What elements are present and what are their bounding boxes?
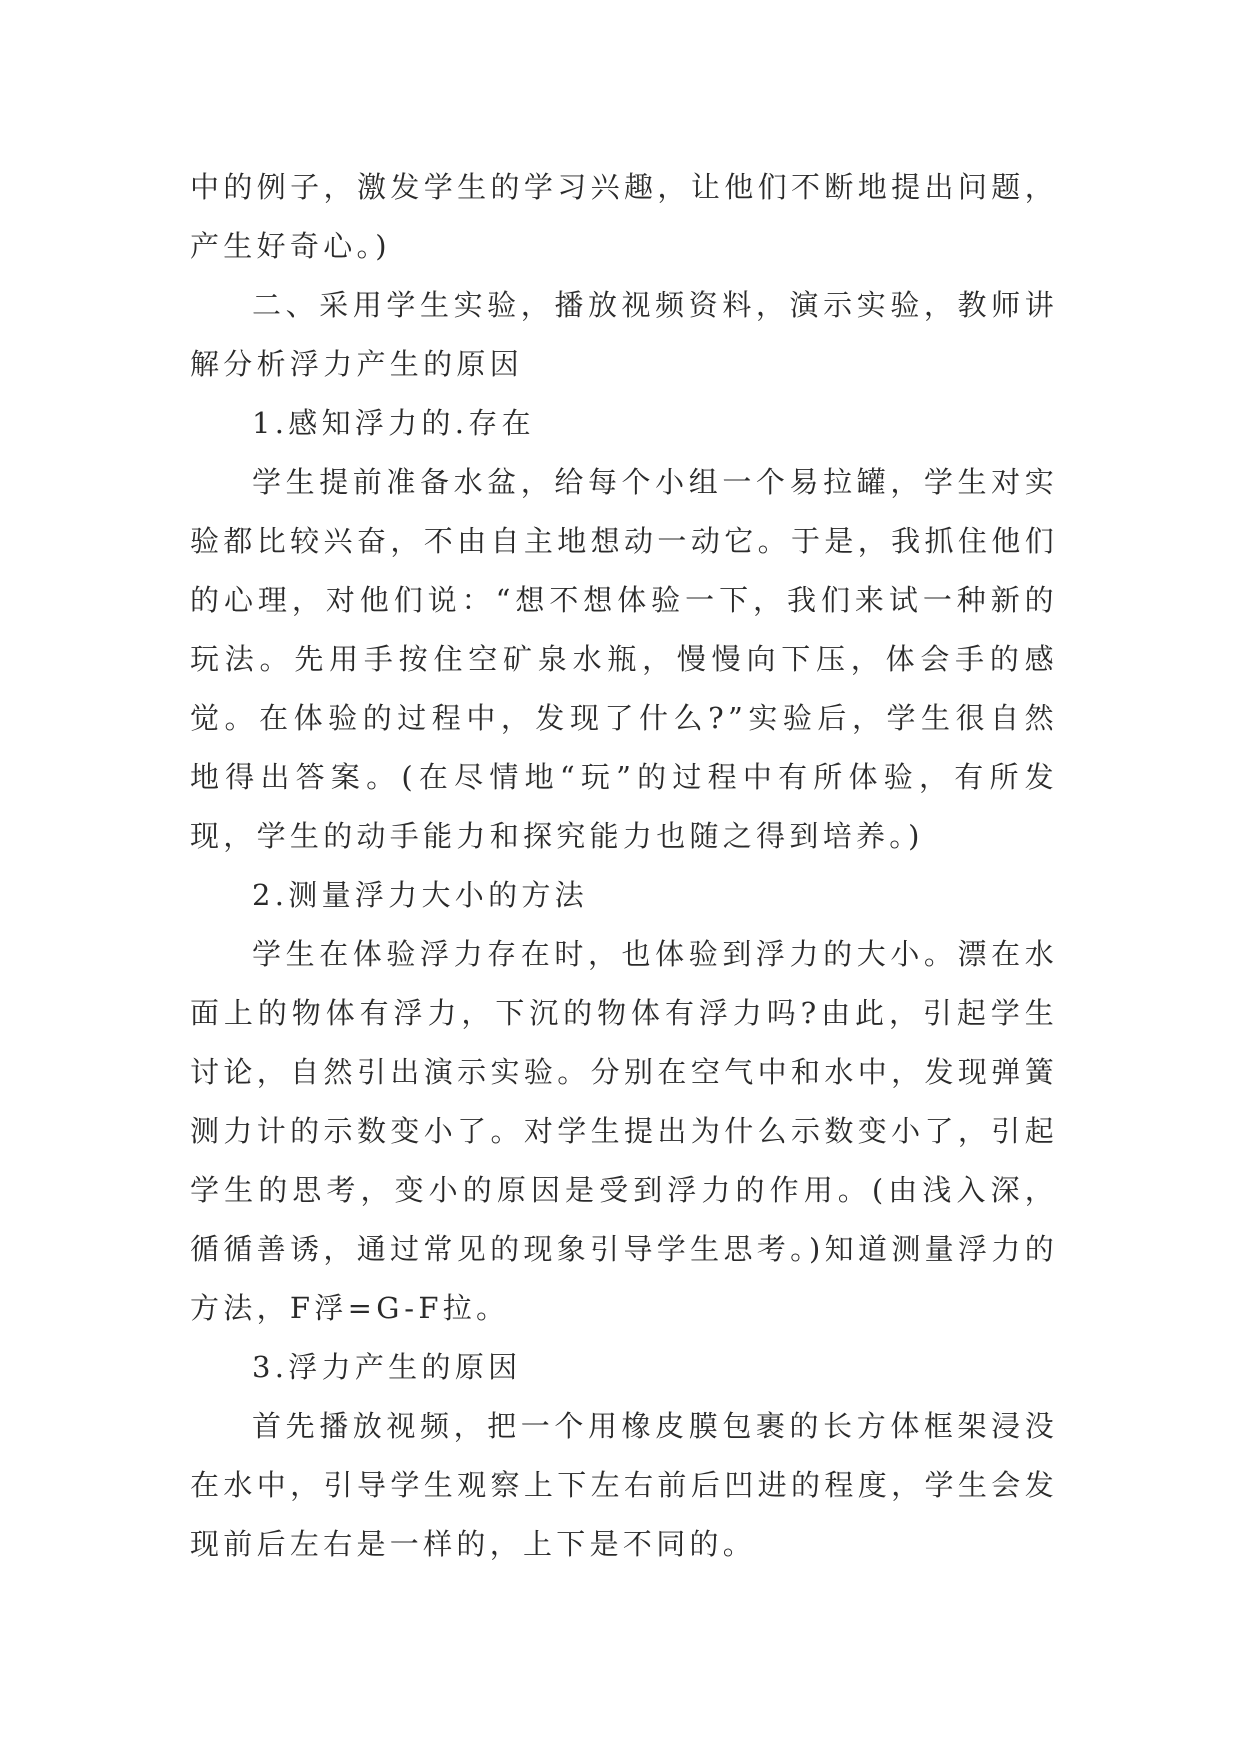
paragraph-experiment: 学生提前准备水盆，给每个小组一个易拉罐，学生对实验都比较兴奋，不由自主地想动一动它。于是，我抓住他们的心理，对他们说：“想不想体验一下，我们来试一种新的玩法。先用手按住空矿泉水瓶，慢慢向下压，体会手的感觉。在体验的过程中，发现了什么?”实验后，学生很自然地得出答案。(在尽情地“玩”的过程中有所体验，有所发现，学生的动手能力和探究能力也随之得到培养。) xyxy=(190,465,1058,853)
subheading-1: 1.感知浮力的.存在 xyxy=(252,406,535,440)
paragraph-continuation: 中的例子，激发学生的学习兴趣，让他们不断地提出问题，产生好奇心。) xyxy=(190,170,1058,263)
subheading-2: 2.测量浮力大小的方法 xyxy=(252,878,588,912)
section-heading-two: 二、采用学生实验，播放视频资料，演示实验，教师讲解分析浮力产生的原因 xyxy=(190,288,1058,381)
document-body xyxy=(190,158,1058,1574)
paragraph-cause: 首先播放视频，把一个用橡皮膜包裹的长方体框架浸没在水中，引导学生观察上下左右前后凹进的程度，学生会发现前后左右是一样的，上下是不同的。 xyxy=(190,1409,1058,1561)
paragraph-measurement: 学生在体验浮力存在时，也体验到浮力的大小。漂在水面上的物体有浮力，下沉的物体有浮力吗?由此，引起学生讨论，自然引出演示实验。分别在空气中和水中，发现弹簧测力计的示数变小了。对学生提出为什么示数变小了，引起学生的思考，变小的原因是受到浮力的作用。(由浅入深，循循善诱，通过常见的现象引导学生思考。)知道测量浮力的方法，F浮=G-F拉。 xyxy=(190,937,1058,1325)
subheading-3: 3.浮力产生的原因 xyxy=(252,1350,522,1384)
